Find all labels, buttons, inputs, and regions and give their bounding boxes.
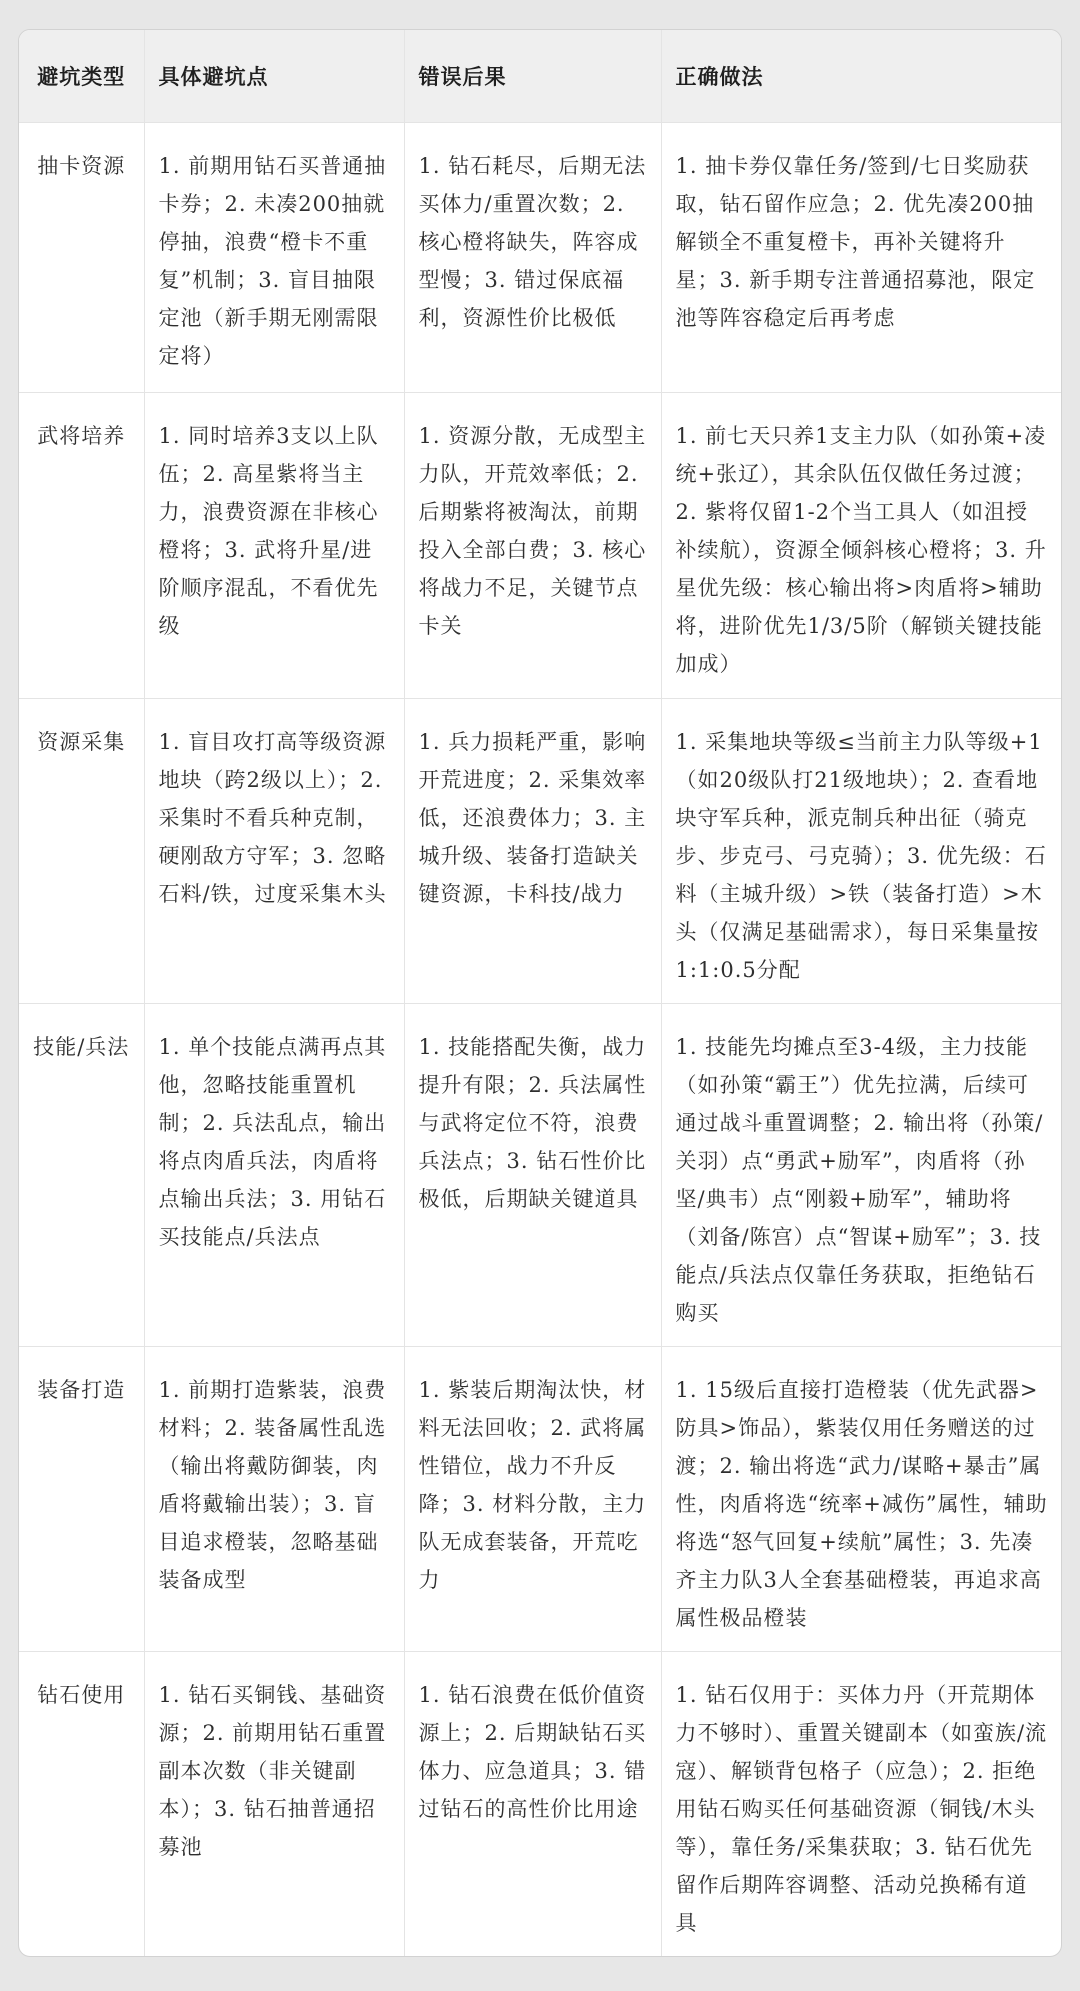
cell-consequences: 1. 钻石浪费在低价值资源上；2. 后期缺钻石买体力、应急道具；3. 错过钻石的高性价比用途 xyxy=(404,1651,661,1956)
table-row-equipment-forging xyxy=(19,1346,1062,1651)
pitfall-guide-table-container xyxy=(18,29,1062,1957)
header-row xyxy=(19,30,1062,122)
table-row-resource-gathering xyxy=(19,698,1062,1003)
cell-pitfall-points: 1. 单个技能点满再点其他，忽略技能重置机制；2. 兵法乱点，输出将点肉盾兵法，肉盾将点输出兵法；3. 用钻石买技能点/兵法点 xyxy=(144,1003,404,1346)
cell-correct-practice: 1. 钻石仅用于：买体力丹（开荒期体力不够时）、重置关键副本（如蛮族/流寇）、解锁背包格子（应急）；2. 拒绝用钻石购买任何基础资源（铜钱/木头等），靠任务/采集获取；3. 钻石优先留作后期阵容调整、活动兑换稀有道具 xyxy=(661,1651,1062,1956)
cell-consequences: 1. 技能搭配失衡，战力提升有限；2. 兵法属性与武将定位不符，浪费兵法点；3. 钻石性价比极低，后期缺关键道具 xyxy=(404,1003,661,1346)
cell-correct-practice: 1. 抽卡券仅靠任务/签到/七日奖励获取，钻石留作应急；2. 优先凑200抽解锁全不重复橙卡，再补关键将升星；3. 新手期专注普通招募池，限定池等阵容稳定后再考虑 xyxy=(661,122,1062,392)
cell-pitfall-type: 武将培养 xyxy=(19,392,144,698)
cell-consequences: 1. 钻石耗尽，后期无法买体力/重置次数；2. 核心橙将缺失，阵容成型慢；3. 错过保底福利，资源性价比极低 xyxy=(404,122,661,392)
header-correct-practice: 正确做法 xyxy=(661,30,1062,122)
header-pitfall-type: 避坑类型 xyxy=(19,30,144,122)
cell-pitfall-type: 装备打造 xyxy=(19,1346,144,1651)
cell-consequences: 1. 兵力损耗严重，影响开荒进度；2. 采集效率低，还浪费体力；3. 主城升级、装备打造缺关键资源，卡科技/战力 xyxy=(404,698,661,1003)
header-pitfall-points: 具体避坑点 xyxy=(144,30,404,122)
cell-correct-practice: 1. 15级后直接打造橙装（优先武器>防具>饰品），紫装仅用任务赠送的过渡；2. 输出将选“武力/谋略+暴击”属性，肉盾将选“统率+减伤”属性，辅助将选“怒气回复+续航”属性；3. 先凑齐主力队3人全套基础橙装，再追求高属性极品橙装 xyxy=(661,1346,1062,1651)
cell-pitfall-type: 技能/兵法 xyxy=(19,1003,144,1346)
table-row-skills-tactics xyxy=(19,1003,1062,1346)
header-consequences: 错误后果 xyxy=(404,30,661,122)
cell-pitfall-points: 1. 同时培养3支以上队伍；2. 高星紫将当主力，浪费资源在非核心橙将；3. 武将升星/进阶顺序混乱，不看优先级 xyxy=(144,392,404,698)
cell-correct-practice: 1. 采集地块等级≤当前主力队等级+1（如20级队打21级地块）；2. 查看地块守军兵种，派克制兵种出征（骑克步、步克弓、弓克骑）；3. 优先级：石料（主城升级）>铁（装备打造）>木头（仅满足基础需求），每日采集量按1:1:0.5分配 xyxy=(661,698,1062,1003)
cell-pitfall-points: 1. 前期用钻石买普通抽卡券；2. 未凑200抽就停抽，浪费“橙卡不重复”机制；3. 盲目抽限定池（新手期无刚需限定将） xyxy=(144,122,404,392)
cell-pitfall-type: 钻石使用 xyxy=(19,1651,144,1956)
table-row-diamond-usage xyxy=(19,1651,1062,1956)
table-row-card-draw xyxy=(19,122,1062,392)
cell-pitfall-type: 资源采集 xyxy=(19,698,144,1003)
cell-consequences: 1. 紫装后期淘汰快，材料无法回收；2. 武将属性错位，战力不升反降；3. 材料分散，主力队无成套装备，开荒吃力 xyxy=(404,1346,661,1651)
cell-correct-practice: 1. 技能先均摊点至3-4级，主力技能（如孙策“霸王”）优先拉满，后续可通过战斗重置调整；2. 输出将（孙策/关羽）点“勇武+励军”，肉盾将（孙坚/典韦）点“刚毅+励军”，辅助将（刘备/陈宫）点“智谋+励军”；3. 技能点/兵法点仅靠任务获取，拒绝钻石购买 xyxy=(661,1003,1062,1346)
cell-pitfall-points: 1. 前期打造紫装，浪费材料；2. 装备属性乱选（输出将戴防御装，肉盾将戴输出装）；3. 盲目追求橙装，忽略基础装备成型 xyxy=(144,1346,404,1651)
table-row-general-training xyxy=(19,392,1062,698)
cell-consequences: 1. 资源分散，无成型主力队，开荒效率低；2. 后期紫将被淘汰，前期投入全部白费；3. 核心将战力不足，关键节点卡关 xyxy=(404,392,661,698)
cell-pitfall-type: 抽卡资源 xyxy=(19,122,144,392)
cell-pitfall-points: 1. 钻石买铜钱、基础资源；2. 前期用钻石重置副本次数（非关键副本）；3. 钻石抽普通招募池 xyxy=(144,1651,404,1956)
pitfall-guide-table xyxy=(19,30,1062,1956)
cell-pitfall-points: 1. 盲目攻打高等级资源地块（跨2级以上）；2. 采集时不看兵种克制，硬刚敌方守军；3. 忽略石料/铁，过度采集木头 xyxy=(144,698,404,1003)
cell-correct-practice: 1. 前七天只养1支主力队（如孙策+凌统+张辽），其余队伍仅做任务过渡；2. 紫将仅留1-2个当工具人（如沮授补续航），资源全倾斜核心橙将；3. 升星优先级：核心输出将>肉盾将>辅助将，进阶优先1/3/5阶（解锁关键技能加成） xyxy=(661,392,1062,698)
